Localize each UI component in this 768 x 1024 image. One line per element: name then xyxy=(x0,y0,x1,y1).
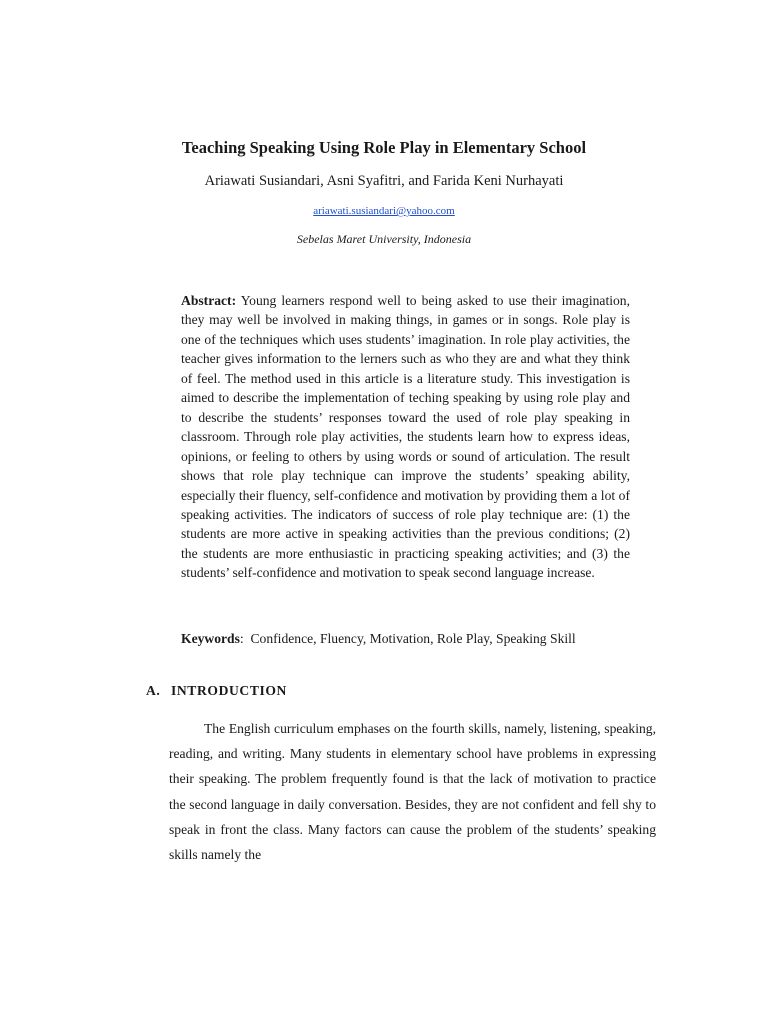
abstract-paragraph xyxy=(181,291,630,583)
author-affiliation: Sebelas Maret University, Indonesia xyxy=(296,232,472,246)
section-title: INTRODUCTION xyxy=(171,683,287,698)
introduction-paragraph: The English curriculum emphases on the fourth skills, namely, listening, speaking, reading, and writing. Many students in elementary school have problems in expressing their speaking. The problem frequently found is that the lack of motivation to practice the second language in daily conversation. Besides, they are not confident and fell shy to speak in front the class. Many factors can cause the problem of the students’ speaking skills namely the xyxy=(169,721,656,863)
section-number: A. xyxy=(146,683,161,698)
author-email-link[interactable]: ariawati.susiandari@yahoo.com xyxy=(313,205,455,217)
keywords-separator: : xyxy=(239,631,244,646)
keywords-label: Keywords xyxy=(181,631,240,646)
keywords-text: Confidence, Fluency, Motivation, Role Play, Speaking Skill xyxy=(250,631,576,646)
abstract-label: Abstract: xyxy=(181,293,237,308)
section-heading-introduction xyxy=(146,683,287,699)
paper-authors: Ariawati Susiandari, Asni Syafitri, and Farida Keni Nurhayati xyxy=(204,173,564,189)
author-email xyxy=(0,205,768,217)
abstract-text: Young learners respond well to being asked to use their imagination, they may well be involved in making things, in games or in songs. Role play is one of the techniques which uses students’ imagination. In role play activities, the teacher gives information to the lerners such as who they are and what they think of feel. The method used in this article is a literature study. This investigation is aimed to describe the implementation of teching speaking by using role play and to describe the students’ responses toward the used of role play speaking in classroom. Through role play activities, the students learn how to express ideas, opinions, or feeling to others by using words or sound of articulation. The result shows that role play technique can improve the students’ speaking ability, especially their fluency, self-confidence and motivation by providing them a lot of speaking activities. The indicators of success of role play technique are: (1) the students are more active in speaking activities than the previous conditions; (2) the students are more enthusiastic in practicing speaking activities; and (3) the students’ self-confidence and motivation to speak second language increase. xyxy=(181,293,630,581)
keywords-line xyxy=(181,631,641,647)
paper-title: Teaching Speaking Using Role Play in Elementary School xyxy=(181,138,587,157)
